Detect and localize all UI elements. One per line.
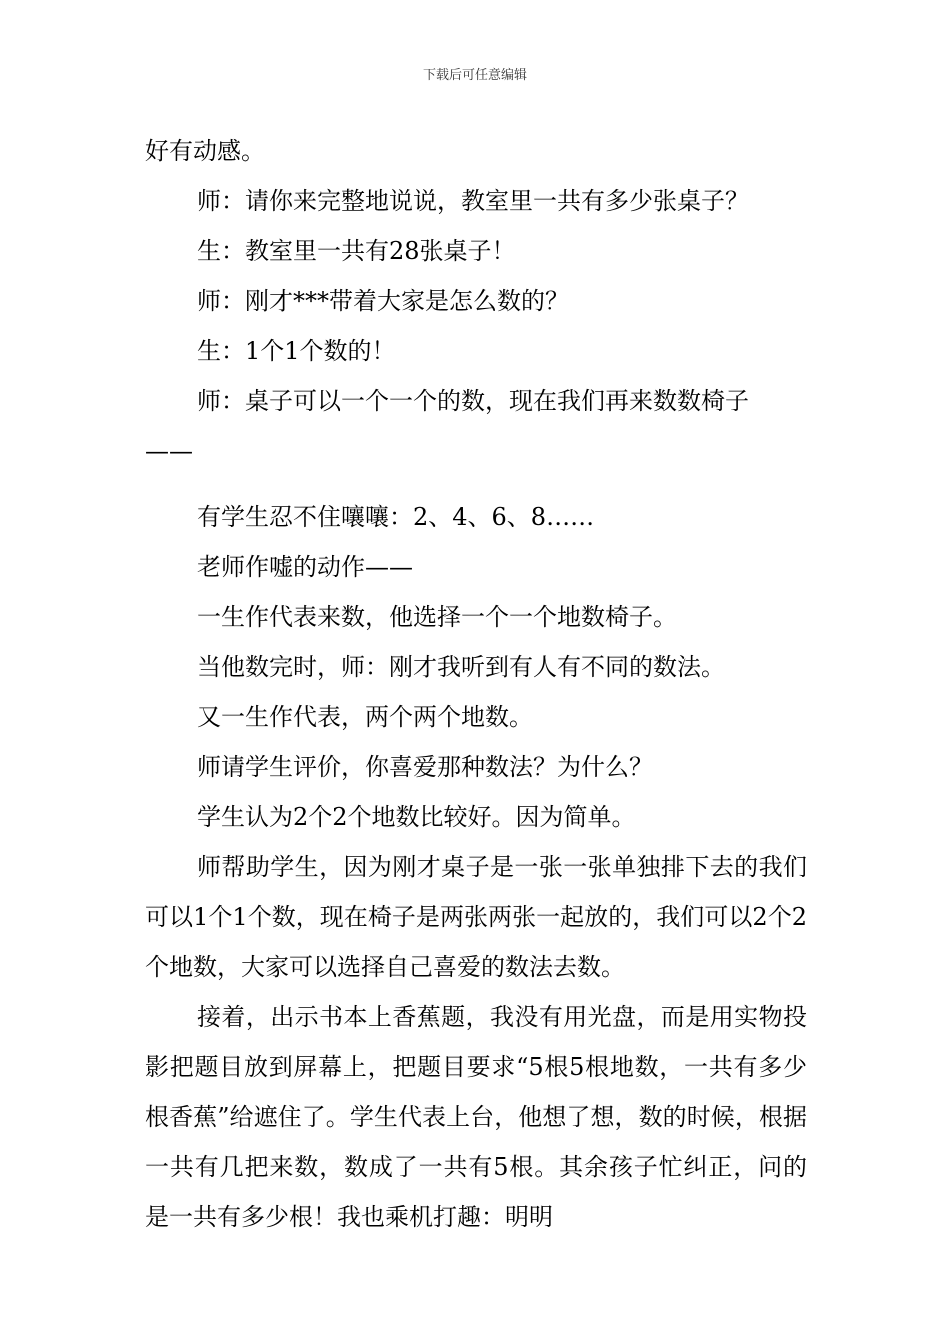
paragraph: 生：教室里一共有28张桌子！ (197, 237, 516, 265)
paragraph-continuation: —— (145, 437, 193, 465)
paragraph: 师帮助学生，因为刚才桌子是一张一张单独排下去的我们可以1个1个数，现在椅子是两张两张一起放的，我们可以2个2个地数，大家可以选择自己喜爱的数法去数。 (145, 853, 807, 981)
paragraph: 当他数完时，师：刚才我听到有人有不同的数法。 (197, 653, 725, 681)
document-body (145, 126, 807, 1242)
paragraph: 有学生忍不住嚷嚷：2、4、6、8…… (197, 503, 595, 531)
paragraph: 又一生作代表，两个两个地数。 (197, 703, 533, 731)
page-header: 下载后可任意编辑 (422, 68, 527, 83)
paragraph: 学生认为2个2个地数比较好。因为简单。 (197, 803, 636, 831)
paragraph: 好有动感。 (145, 137, 265, 165)
paragraph: 接着，出示书本上香蕉题，我没有用光盘，而是用实物投影把题目放到屏幕上，把题目要求“5根5根地数，一共有多少根香蕉”给遮住了。学生代表上台，他想了想，数的时候，根据一共有几把来数，数成了一共有5根。其余孩子忙纠正，问的是一共有多少根！我也乘机打趣：明明 (145, 1003, 807, 1231)
paragraph: 师请学生评价，你喜爱那种数法？为什么？ (197, 753, 653, 781)
paragraph: 师：桌子可以一个一个的数，现在我们再来数数椅子 (197, 387, 749, 415)
paragraph: 老师作嘘的动作—— (197, 553, 413, 581)
paragraph: 师：刚才***带着大家是怎么数的？ (197, 287, 569, 315)
paragraph: 一生作代表来数，他选择一个一个地数椅子。 (197, 603, 677, 631)
paragraph: 师：请你来完整地说说，教室里一共有多少张桌子？ (197, 187, 749, 215)
paragraph: 生：1个1个数的！ (197, 337, 396, 365)
